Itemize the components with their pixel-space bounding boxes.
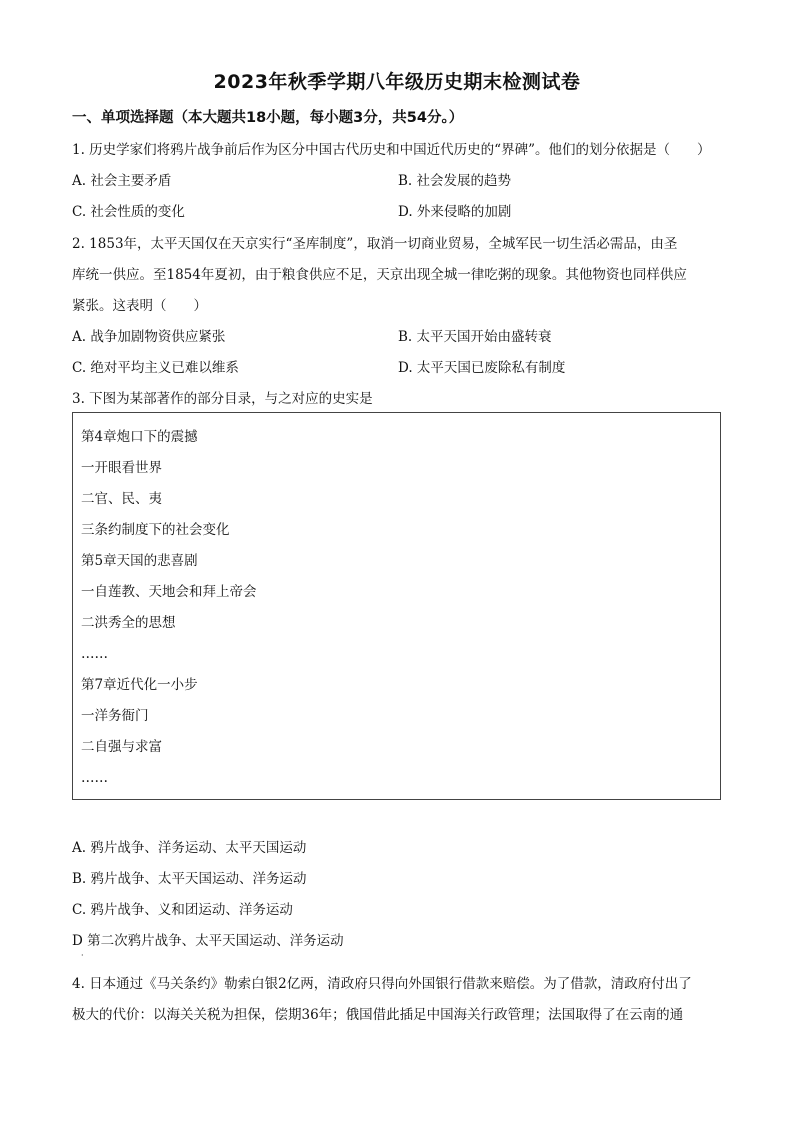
toc-line: 第5章天国的悲喜剧	[81, 553, 198, 569]
table-of-contents-box	[72, 412, 721, 800]
question-1-option-c: C. 社会性质的变化	[72, 204, 185, 220]
section-heading: 一、单项选择题（本大题共18小题，每小题3分，共54分。）	[72, 110, 464, 126]
question-1-option-a: A. 社会主要矛盾	[72, 173, 172, 189]
question-3-option-c: C. 鸦片战争、义和团运动、洋务运动	[72, 902, 293, 918]
question-3-option-d: D 第二次鸦片战争、太平天国运动、洋务运动	[72, 933, 344, 949]
toc-line: 一自莲教、天地会和拜上帝会	[81, 584, 257, 600]
question-4-stem-line: 4. 日本通过《马关条约》勒索白银2亿两，清政府只得向外国银行借款来赔偿。为了借款，清政府付出了	[72, 976, 692, 992]
toc-line: ……	[81, 770, 108, 786]
question-2-option-d: D. 太平天国已废除私有制度	[398, 360, 566, 376]
toc-line: 一开眼看世界	[81, 460, 162, 476]
toc-line: 第7章近代化一小步	[81, 677, 198, 693]
question-1-stem: 1. 历史学家们将鸦片战争前后作为区分中国古代历史和中国近代历史的“界碑”。他们的划分依据是（ ）	[72, 142, 711, 158]
question-2-option-c: C. 绝对平均主义已难以维系	[72, 360, 239, 376]
question-1-option-d: D. 外来侵略的加剧	[398, 204, 512, 220]
toc-line: 第4章炮口下的震撼	[81, 429, 198, 445]
question-3-option-b: B. 鸦片战争、太平天国运动、洋务运动	[72, 871, 307, 887]
question-3-option-a: A. 鸦片战争、洋务运动、太平天国运动	[72, 840, 307, 856]
question-4-stem-line: 极大的代价：以海关关税为担保，偿期36年；俄国借此插足中国海关行政管理；法国取得了在云南的通	[72, 1007, 684, 1023]
toc-line: ……	[81, 646, 108, 662]
question-1-option-b: B. 社会发展的趋势	[398, 173, 512, 189]
toc-line: 三条约制度下的社会变化	[81, 522, 230, 538]
question-2-stem-line: 紧张。这表明（ ）	[72, 298, 207, 314]
question-2-stem-line: 2. 1853年，太平天国仅在天京实行“圣库制度”，取消一切商业贸易，全城军民一切生活必需品，由圣	[72, 236, 678, 252]
page-title: 2023年秋季学期八年级历史期末检测试卷	[213, 71, 581, 93]
toc-line: 一洋务衙门	[81, 708, 149, 724]
stray-mark: ·	[81, 951, 84, 960]
question-2-option-b: B. 太平天国开始由盛转衰	[398, 329, 552, 345]
question-3-stem: 3. 下图为某部著作的部分目录，与之对应的史实是	[72, 391, 373, 407]
toc-line: 二洪秀全的思想	[81, 615, 176, 631]
toc-line: 二自强与求富	[81, 739, 162, 755]
question-2-option-a: A. 战争加剧物资供应紧张	[72, 329, 226, 345]
toc-line: 二官、民、夷	[81, 491, 162, 507]
question-2-stem-line: 库统一供应。至1854年夏初，由于粮食供应不足，天京出现全城一律吃粥的现象。其他物资也同样供应	[72, 267, 687, 283]
